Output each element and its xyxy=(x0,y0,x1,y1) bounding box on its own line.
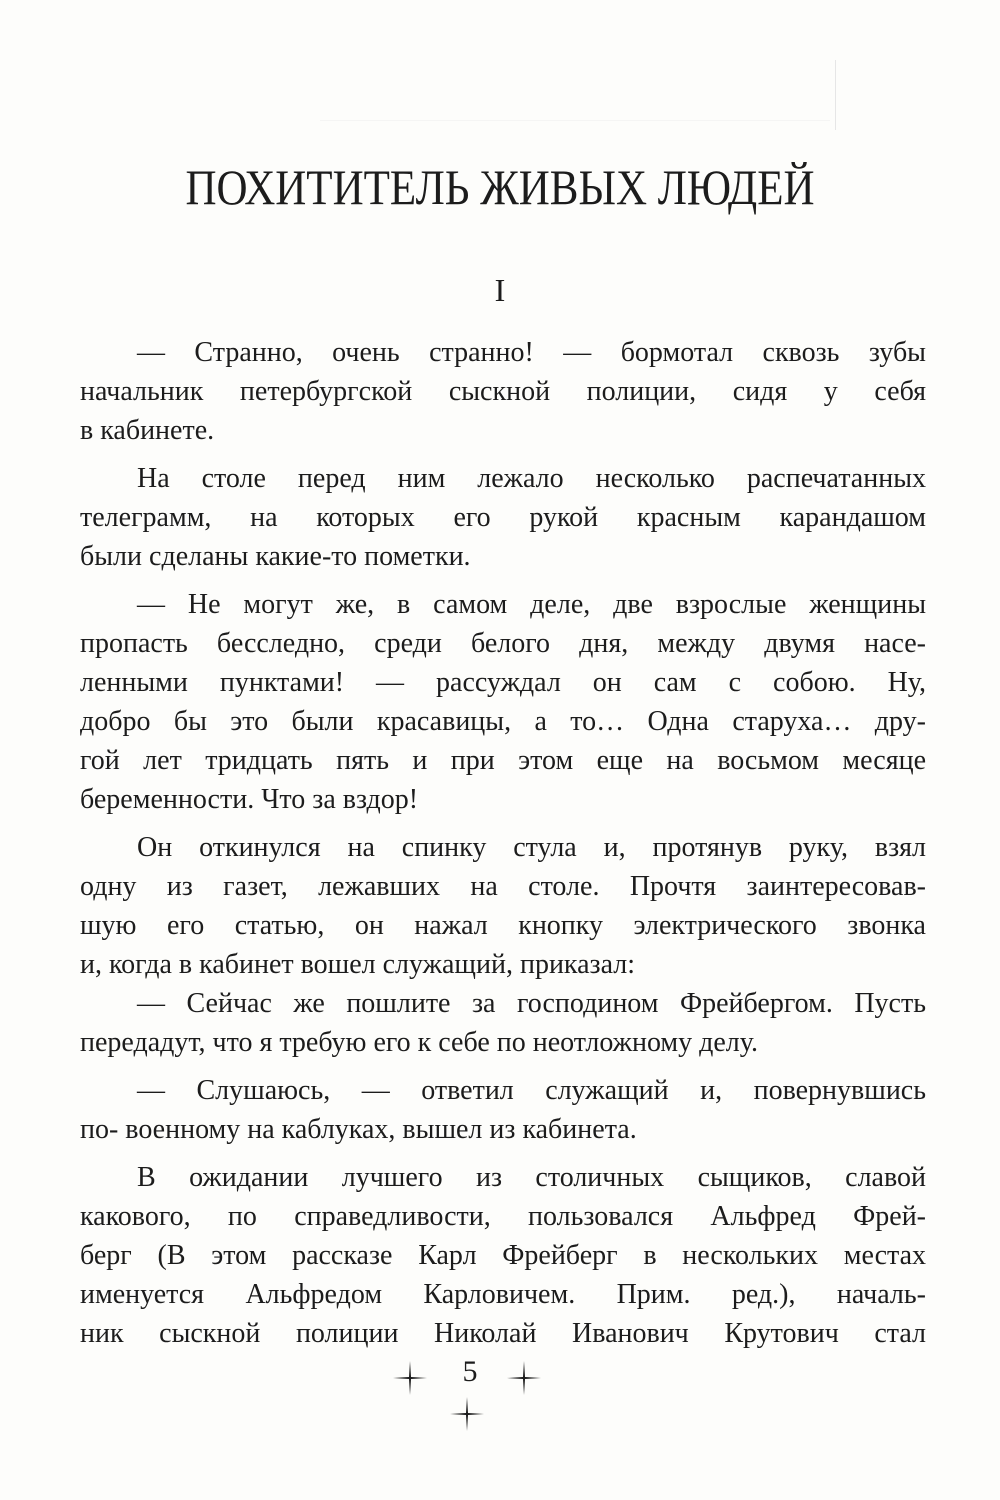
text-line: одну из газет, лежавших на столе. Прочтя заинтересовав- xyxy=(80,871,926,902)
star-ornament-icon xyxy=(393,1361,427,1395)
text-line: — Сейчас же пошлите за господином Фрейбергом. Пусть xyxy=(137,988,926,1019)
page-number: 5 xyxy=(462,1355,478,1388)
text-line: — Не могут же, в самом деле, две взрослые женщины xyxy=(137,589,926,620)
text-line: шую его статью, он нажал кнопку электрического звонка xyxy=(80,910,926,941)
star-ornament-icon xyxy=(507,1361,541,1395)
story-title: ПОХИТИТЕЛЬ ЖИВЫХ ЛЮДЕЙ xyxy=(185,159,815,215)
text-line: — Странно, очень странно! — бормотал сквозь зубы xyxy=(137,337,926,368)
text-line: берг (В этом рассказе Карл Фрейберг в нескольких местах xyxy=(80,1240,926,1271)
text-line: — Слушаюсь, — ответил служащий и, повернувшись xyxy=(137,1075,926,1106)
header-rule xyxy=(835,60,836,130)
page-footer xyxy=(0,1355,1000,1435)
text-line: именуется Альфредом Карловичем. Прим. ред.), началь- xyxy=(80,1279,926,1310)
running-header-bleedthrough xyxy=(320,70,830,121)
text-line: какового, по справедливости, пользовался Альфред Фрей- xyxy=(80,1201,926,1232)
text-line: телеграмм, на которых его рукой красным карандашом xyxy=(80,502,926,533)
text-line: в кабинете. xyxy=(80,415,215,446)
text-line: гой лет тридцать пять и при этом еще на восьмом месяце xyxy=(80,745,926,776)
text-line: и, когда в кабинет вошел служащий, приказал: xyxy=(80,949,636,980)
chapter-number: I xyxy=(494,272,506,308)
text-line: беременности. Что за вздор! xyxy=(80,784,419,815)
text-line: были сделаны какие-то пометки. xyxy=(80,541,471,572)
text-line: Он откинулся на спинку стула и, протянув руку, взял xyxy=(137,832,926,863)
body-text xyxy=(80,333,926,1353)
text-line: В ожидании лучшего из столичных сыщиков, славой xyxy=(137,1162,926,1193)
text-line: пропасть бесследно, среди белого дня, между двумя насе- xyxy=(80,628,926,659)
star-ornament-icon xyxy=(450,1397,484,1431)
text-line: по- военному на каблуках, вышел из кабинета. xyxy=(80,1114,637,1145)
text-line: передадут, что я требую его к себе по неотложному делу. xyxy=(80,1027,758,1058)
text-line: ленными пунктами! — рассуждал он сам с собою. Ну, xyxy=(80,667,926,698)
text-line: На столе перед ним лежало несколько распечатанных xyxy=(137,463,926,494)
text-line: начальник петербургской сыскной полиции, сидя у себя xyxy=(80,376,926,407)
text-line: ник сыскной полиции Николай Иванович Крутович стал xyxy=(80,1318,926,1349)
text-line: добро бы это были красавицы, а то… Одна старуха… дру- xyxy=(80,706,926,737)
